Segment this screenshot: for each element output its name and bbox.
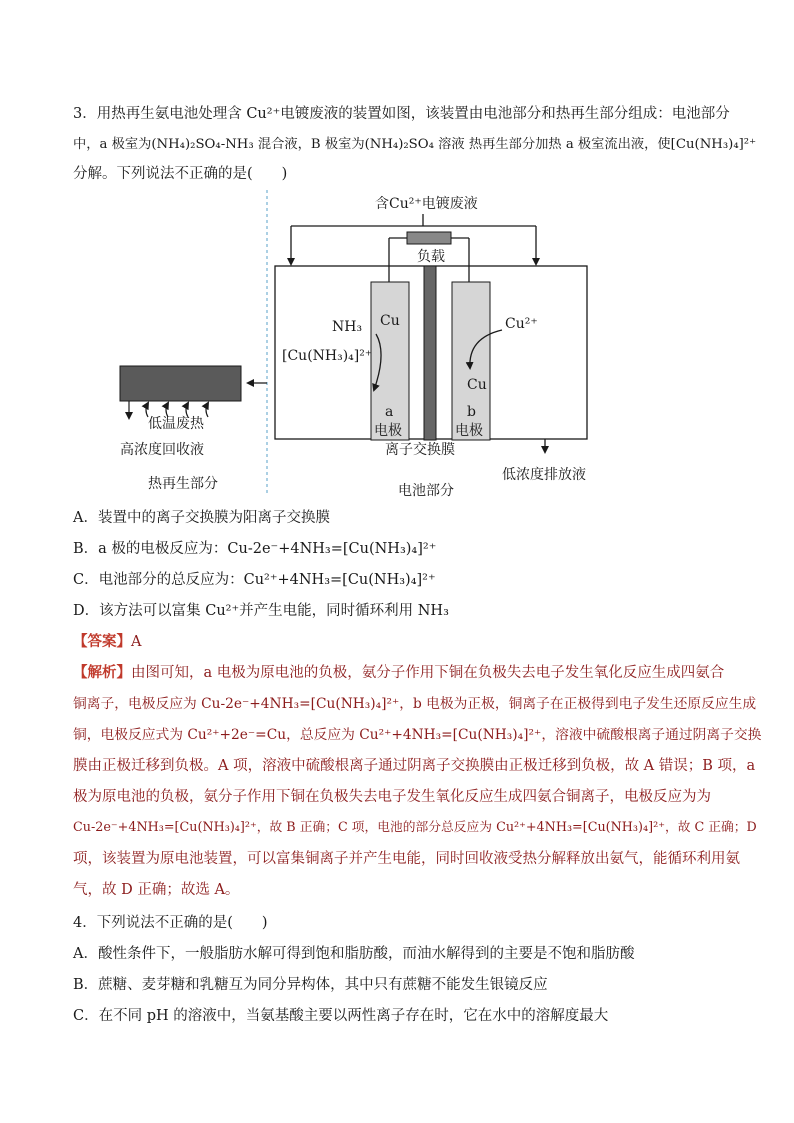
electrode-a-cu-label: Cu	[380, 313, 400, 329]
analysis-line2: 铜离子，电极反应为 Cu-2e⁻+4NH₃=[Cu(NH₃)₄]²⁺，b 电极为正极，铜离子在正极得到电子发生还原反应生成	[73, 696, 757, 712]
nh3-label: NH₃	[332, 319, 363, 335]
analysis-line4: 膜由正极迁移到负极。A 项，溶液中硫酸根离子通过阴离子交换膜由正极迁移到负极，故 A 错误；B 项，a	[73, 758, 756, 774]
q3-stem-line2: 中，a 极室为(NH₄)₂SO₄-NH₃ 混合液，B 极室为(NH₄)₂SO₄ 溶液 热再生部分加热 a 极室流出液，使[Cu(NH₃)₄]²⁺	[73, 137, 757, 152]
answer-value: A	[131, 634, 142, 650]
q3-stem-line1: 3．用热再生氨电池处理含 Cu²⁺电镀废液的装置如图，该装置由电池部分和热再生部分组成：电池部分	[73, 106, 730, 122]
low-conc-discharge-label: 低浓度排放液	[502, 467, 586, 483]
membrane-label: 离子交换膜	[385, 442, 455, 458]
q3-option-a: A．装置中的离子交换膜为阳离子交换膜	[73, 510, 330, 526]
battery-part-label: 电池部分	[398, 483, 454, 499]
load-label: 负载	[417, 249, 445, 265]
analysis-line5: 极为原电池的负极，氨分子作用下铜在负极失去电子发生氧化反应生成四氨合铜离子，电极反应为为	[73, 789, 711, 805]
q4-option-a: A．酸性条件下，一般脂肪水解可得到饱和脂肪酸，而油水解得到的主要是不饱和脂肪酸	[73, 946, 635, 962]
analysis-tag: 【解析】	[73, 664, 131, 681]
cu2-ion-label: Cu²⁺	[505, 316, 538, 332]
low-temp-heat-label: 低温废热	[148, 416, 204, 432]
analysis-line8: 气，故 D 正确；故选 A。	[73, 882, 240, 898]
q4-option-c: C．在不同 pH 的溶液中，当氨基酸主要以两性离子存在时，它在水中的溶解度最大	[73, 1008, 609, 1024]
thermal-ammonia-battery-diagram	[100, 188, 610, 508]
load-resistor	[407, 232, 451, 244]
analysis-line7: 项，该装置为原电池装置，可以富集铜离子并产生电能，同时回收液受热分解释放出氨气，能循环利用氨	[73, 851, 740, 867]
q3-option-d: D．该方法可以富集 Cu²⁺并产生电能，同时循环利用 NH₃	[73, 603, 449, 619]
ion-exchange-membrane	[424, 266, 436, 440]
waste-feed-label: 含Cu²⁺电镀废液	[375, 196, 478, 212]
electrode-a-letter: a	[385, 404, 394, 420]
analysis-line6: Cu-2e⁻+4NH₃=[Cu(NH₃)₄]²⁺，故 B 正确；C 项，电池的部分总反应为 Cu²⁺+4NH₃=[Cu(NH₃)₄]²⁺，故 C 正确；D	[73, 820, 757, 835]
q3-option-b: B．a 极的电极反应为：Cu-2e⁻+4NH₃=[Cu(NH₃)₄]²⁺	[73, 541, 437, 557]
electrode-b-cu-label: Cu	[467, 377, 487, 393]
answer-tag: 【答案】	[73, 633, 131, 650]
complex-ion-label: [Cu(NH₃)₄]²⁺	[282, 348, 373, 364]
q3-stem-line3: 分解。下列说法不正确的是( )	[73, 166, 288, 182]
electrode-b-letter: b	[467, 404, 476, 420]
analysis-line3: 铜，电极反应式为 Cu²⁺+2e⁻=Cu，总反应为 Cu²⁺+4NH₃=[Cu(NH₃)₄]²⁺，溶液中硫酸根离子通过阴离子交换	[73, 727, 762, 743]
q4-stem: 4．下列说法不正确的是( )	[73, 915, 268, 931]
heat-regenerator	[120, 366, 241, 401]
analysis-line1: 【解析】由图可知，a 电极为原电池的负极，氨分子作用下铜在负极失去电子发生氧化反应生成四氨合	[73, 664, 725, 681]
q4-option-b: B．蔗糖、麦芽糖和乳糖互为同分异构体，其中只有蔗糖不能发生银镜反应	[73, 977, 548, 993]
thermal-part-label: 热再生部分	[148, 476, 218, 492]
answer-line	[73, 632, 141, 652]
q3-option-c: C．电池部分的总反应为：Cu²⁺+4NH₃=[Cu(NH₃)₄]²⁺	[73, 572, 436, 588]
electrode-a-label: 电极	[374, 423, 402, 439]
electrode-b-label: 电极	[455, 423, 483, 439]
high-conc-recovery-label: 高浓度回收液	[120, 442, 204, 458]
